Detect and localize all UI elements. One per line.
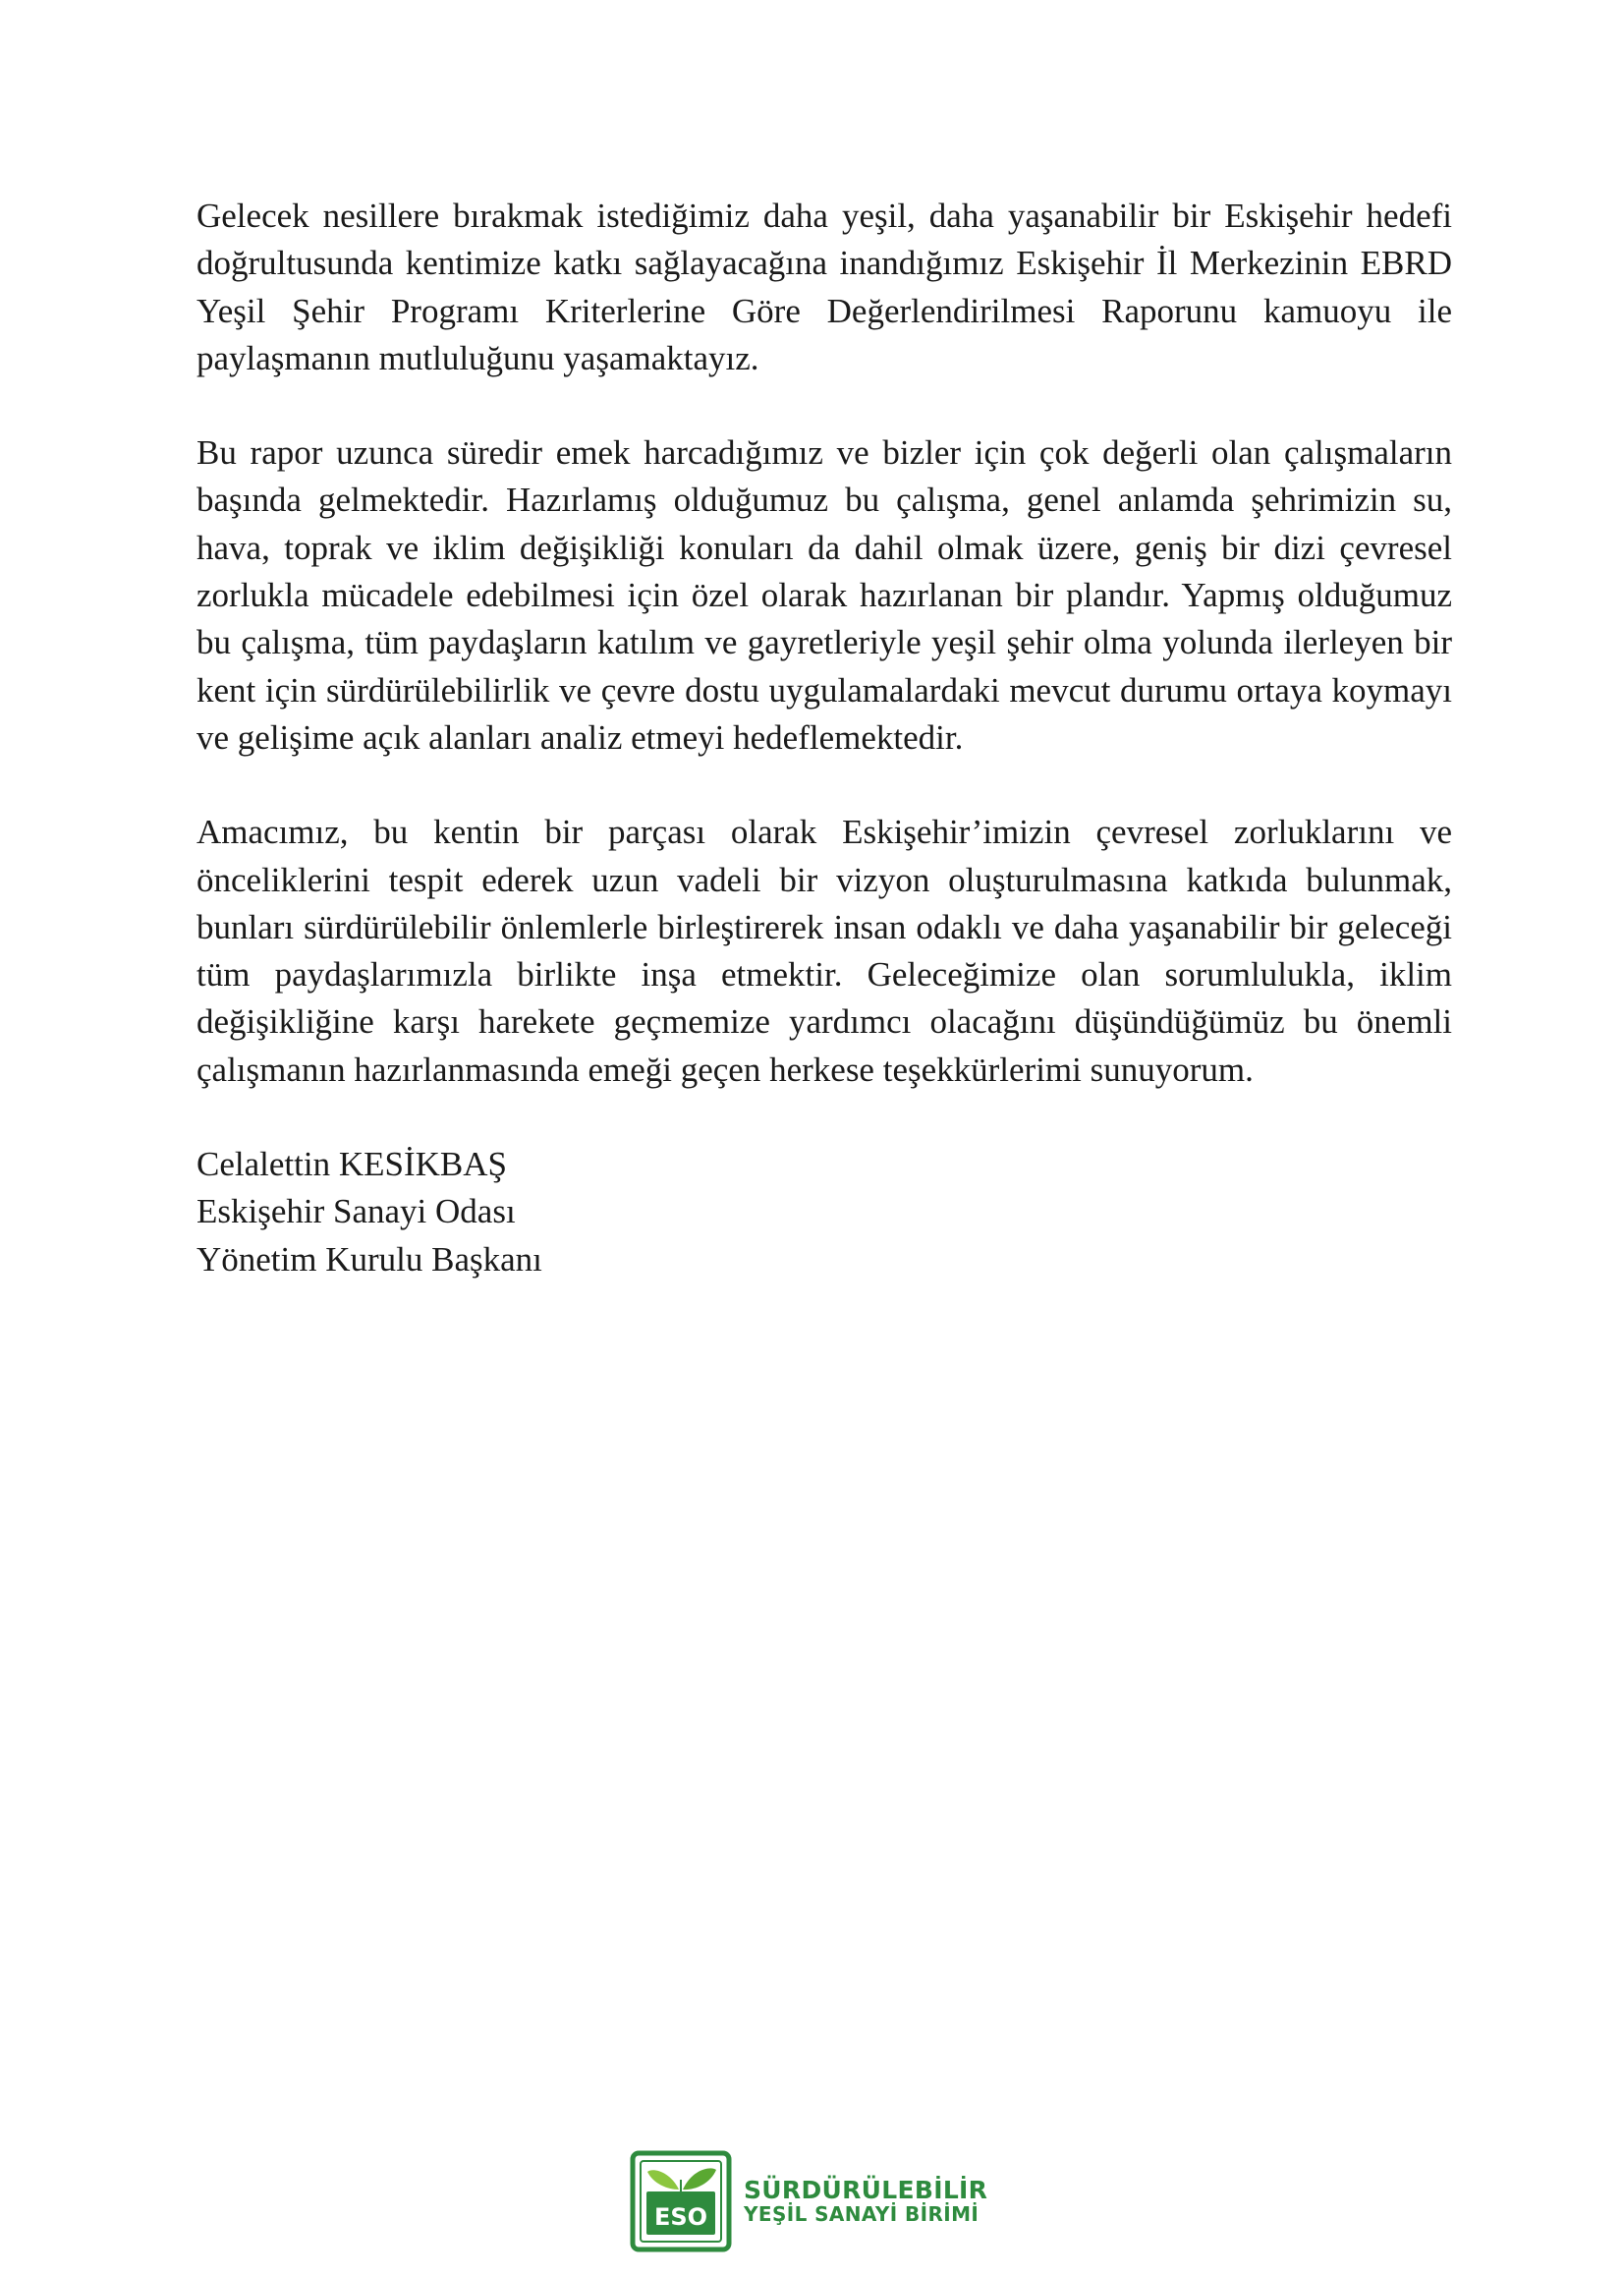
- logo-line-2: YEŞİL SANAYİ BİRİMİ: [744, 2201, 980, 2226]
- signatory-name: Celalettin KESİKBAŞ: [196, 1145, 507, 1184]
- paragraph-2: Bu rapor uzunca süredir emek harcadığımız ve bizler için çok değerli olan çalışmaların başında gelmektedir. Hazırlamış olduğumuz bu çalışma, genel anlamda şehrimizin su, hava, toprak ve iklim değişikliği konuları da dahil olmak üzere, geniş bir dizi çevresel zorlukla mücadele edebilmesi için özel olarak hazırlanan bir plandır. Yapmış olduğumuz bu çalışma, tüm paydaşların katılım ve gayretleriyle yeşil şehir olma yolunda ilerleyen bir kent için sürdürülebilirlik ve çevre dostu uygulamalardaki mevcut durumu ortaya koymayı ve gelişime açık alanları analiz etmeyi hedeflemektedir.: [196, 433, 1452, 757]
- signatory-title: Yönetim Kurulu Başkanı: [196, 1239, 542, 1279]
- signature-block: [196, 1141, 1452, 1283]
- logo-wordmark: [744, 2178, 987, 2224]
- letter-body: [196, 193, 1452, 1283]
- eso-logo-icon: [630, 2150, 732, 2252]
- paragraph-1: Gelecek nesillere bırakmak istediğimiz daha yeşil, daha yaşanabilir bir Eskişehir hedefi doğrultusunda kentimize katkı sağlayacağına inandığımız Eskişehir İl Merkezinin EBRD Yeşil Şehir Programı Kriterlerine Göre Değerlendirilmesi Raporunu kamuoyu ile paylaşmanın mutluluğunu yaşamaktayız.: [196, 197, 1452, 377]
- footer-logo: [630, 2150, 987, 2252]
- paragraph-3: Amacımız, bu kentin bir parçası olarak Eskişehir’imizin çevresel zorluklarını ve önceliklerini tespit ederek uzun vadeli bir vizyon oluşturulmasına katkıda bulunmak, bunları sürdürülebilir önlemlerle birleştirerek insan odaklı ve daha yaşanabilir bir geleceği tüm paydaşlarımızla birlikte inşa etmektir. Geleceğimize olan sorumlulukla, iklim değişikliğine karşı harekete geçmemize yardımcı olacağını düşündüğümüz bu önemli çalışmanın hazırlanmasında emeği geçen herkese teşekkürlerimi sunuyorum.: [196, 813, 1452, 1089]
- logo-line-1: SÜRDÜRÜLEBİLİR: [744, 2176, 988, 2205]
- signatory-organization: Eskişehir Sanayi Odası: [196, 1192, 516, 1231]
- logo-mark-text: ESO: [653, 2203, 708, 2231]
